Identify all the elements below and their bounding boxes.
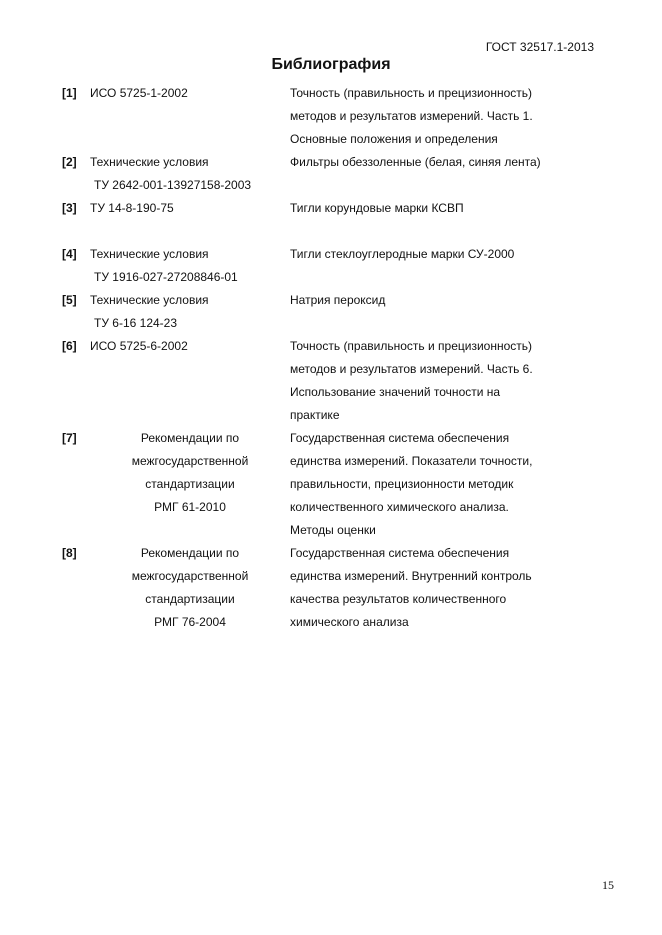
entry-source-line: ИСО 5725-1-2002	[90, 86, 188, 100]
entry-description-line: количественного химического анализа.	[290, 500, 509, 514]
entry-source	[90, 151, 290, 197]
bibliography-entry	[62, 151, 582, 197]
entry-description-line: Фильтры обеззоленные (белая, синяя лента)	[290, 155, 541, 169]
entry-source-line: Технические условия	[90, 247, 209, 261]
entry-number: [7]	[62, 431, 77, 445]
entry-description-line: Точность (правильность и прецизионность)	[290, 86, 533, 100]
bibliography-list	[62, 82, 582, 634]
entry-source-line: ТУ 1916-027-27208846-01	[94, 270, 238, 284]
entry-source-line: РМГ 76-2004	[154, 615, 226, 629]
entry-source-line: ИСО 5725-6-2002	[90, 339, 188, 353]
bibliography-entry	[62, 335, 582, 427]
entry-source	[90, 243, 290, 289]
entry-source-line: ТУ 2642-001-13927158-2003	[94, 178, 252, 192]
entry-number: [5]	[62, 293, 77, 307]
entry-description-line: Использование значений точности на	[290, 385, 501, 399]
entry-source-line: межгосударственной	[131, 569, 249, 583]
entry-description-line: химического анализа	[290, 615, 409, 629]
entry-source-line: Технические условия	[90, 155, 209, 169]
entry-source-line: стандартизации	[145, 477, 235, 491]
entry-description-line: Натрия пероксид	[290, 293, 386, 307]
entry-description-line: методов и результатов измерений. Часть 6.	[290, 362, 533, 376]
bibliography-entry	[62, 289, 582, 335]
entry-description-line: единства измерений. Внутренний контроль	[290, 569, 532, 583]
entry-description-line: единства измерений. Показатели точности,	[290, 454, 533, 468]
entry-source	[90, 289, 290, 335]
entry-description	[290, 151, 582, 197]
standard-code: ГОСТ 32517.1-2013	[485, 40, 594, 54]
entry-source-line: межгосударственной	[131, 454, 249, 468]
entry-number: [3]	[62, 201, 77, 215]
entry-description	[290, 335, 582, 427]
entry-description-line: Основные положения и определения	[290, 132, 498, 146]
entry-description-line: Государственная система обеспечения	[290, 431, 510, 445]
entry-description-line: правильности, прецизионности методик	[290, 477, 514, 491]
entry-source-line: Рекомендации по	[140, 431, 240, 445]
entry-source-line: Технические условия	[90, 293, 209, 307]
entry-source-line: Рекомендации по	[140, 546, 240, 560]
entry-description	[290, 197, 582, 243]
entry-description-line: Государственная система обеспечения	[290, 546, 510, 560]
entry-source-line: стандартизации	[145, 592, 235, 606]
entry-number: [1]	[62, 86, 77, 100]
entry-description	[290, 427, 582, 542]
entry-source	[90, 542, 290, 634]
entry-description-line: Тигли стеклоуглеродные марки СУ-2000	[290, 247, 515, 261]
bibliography-entry	[62, 82, 582, 151]
entry-source	[90, 335, 290, 427]
entry-source-line: ТУ 14-8-190-75	[90, 201, 174, 215]
entry-description-line: качества результатов количественного	[290, 592, 507, 606]
bibliography-entry	[62, 243, 582, 289]
bibliography-entry	[62, 197, 582, 243]
bibliography-entry	[62, 542, 582, 634]
page-number: 15	[602, 878, 614, 892]
entry-description	[290, 542, 582, 634]
entry-description	[290, 243, 582, 289]
entry-number: [8]	[62, 546, 77, 560]
entry-description-line: Точность (правильность и прецизионность)	[290, 339, 533, 353]
page-title: Библиография	[271, 56, 391, 73]
entry-source	[90, 197, 290, 243]
entry-description-line: методов и результатов измерений. Часть 1.	[290, 109, 533, 123]
entry-description	[290, 289, 582, 335]
entry-description-line: Методы оценки	[290, 523, 376, 537]
entry-description-line: практике	[290, 408, 340, 422]
entry-source	[90, 427, 290, 542]
entry-description-line: Тигли корундовые марки КСВП	[290, 201, 464, 215]
entry-number: [2]	[62, 155, 77, 169]
bibliography-entry	[62, 427, 582, 542]
entry-description	[290, 82, 582, 151]
entry-source-line: ТУ 6-16 124-23	[94, 316, 178, 330]
entry-number: [4]	[62, 247, 77, 261]
entry-number: [6]	[62, 339, 77, 353]
entry-source-line: РМГ 61-2010	[154, 500, 226, 514]
entry-source	[90, 82, 290, 151]
